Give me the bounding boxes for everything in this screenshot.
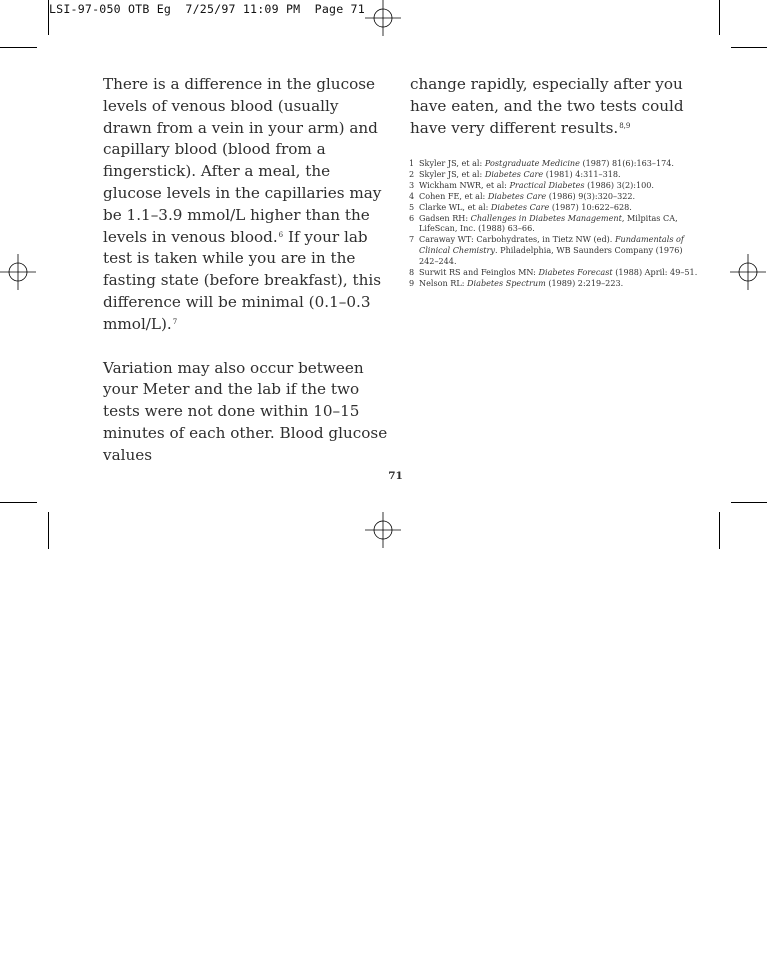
reference-text bbox=[419, 278, 699, 289]
paragraph-text: If your lab test is taken while you are in the fasting state (before breakfast), this difference will be minimal (0.1–0.3 mmol/L). bbox=[103, 227, 382, 333]
registration-mark-right bbox=[730, 254, 766, 290]
reference-number: 1 bbox=[409, 158, 415, 168]
reference-text bbox=[419, 191, 699, 202]
reference-details: (1988) April: 49–51. bbox=[612, 267, 698, 278]
left-column bbox=[103, 74, 388, 467]
paragraph-text: change rapidly, especially after you have eaten, and the two tests could have very different results. bbox=[410, 75, 684, 137]
reference-details: (1987) 10:622–628. bbox=[549, 201, 632, 212]
reference-authors: Clarke WL, et al: bbox=[419, 201, 491, 212]
print-header: LSI-97-050 OTB Eg 7/25/97 11:09 PM Page 71 bbox=[49, 2, 365, 16]
reference-item bbox=[409, 278, 699, 289]
reference-authors: Skyler JS, et al: bbox=[419, 168, 485, 179]
reference-number: 7 bbox=[409, 234, 415, 245]
reference-journal: Challenges in Diabetes Management bbox=[470, 212, 622, 223]
reference-journal: Fundamentals of Clinical Chemistry bbox=[419, 234, 684, 256]
reference-text bbox=[419, 234, 699, 267]
footnote-ref: 7 bbox=[172, 317, 178, 326]
reference-details: (1986) 3(2):100. bbox=[584, 179, 654, 190]
reference-text bbox=[419, 180, 699, 191]
paragraph-text: There is a difference in the glucose levels of venous blood (usually drawn from a vein in your arm) and capillary blood (blood from a fingerstick). After a meal, the glucose levels in the capillaries may be 1.1–3.9 mmol/L higher than the levels in venous blood. bbox=[103, 75, 382, 246]
reference-authors: Surwit RS and Feinglos MN: bbox=[419, 267, 539, 278]
reference-number: 2 bbox=[409, 168, 415, 179]
reference-authors: Wickham NWR, et al: bbox=[419, 179, 510, 190]
reference-details: (1986) 9(3):320–322. bbox=[546, 190, 636, 201]
reference-text bbox=[419, 169, 699, 180]
crop-mark bbox=[731, 47, 767, 48]
crop-mark bbox=[719, 512, 720, 549]
reference-item bbox=[409, 191, 699, 202]
page-number: 71 bbox=[388, 470, 403, 482]
reference-journal: Diabetes Forecast bbox=[538, 267, 613, 278]
reference-item bbox=[409, 213, 699, 235]
reference-number: 6 bbox=[409, 212, 415, 223]
crop-mark bbox=[719, 0, 720, 35]
right-column bbox=[410, 74, 690, 139]
reference-item bbox=[409, 267, 699, 278]
reference-authors: Caraway WT: Carbohydrates, in Tietz NW (ed). bbox=[419, 234, 615, 245]
footnote-ref: 6 bbox=[278, 230, 284, 239]
reference-text bbox=[419, 202, 699, 213]
reference-authors: Nelson RL: bbox=[419, 277, 468, 288]
body-paragraph-2: Variation may also occur between your Meter and the lab if the two tests were not done within 10–15 minutes of each other. Blood glucose values bbox=[103, 358, 388, 464]
reference-item bbox=[409, 158, 699, 169]
registration-mark-top bbox=[365, 0, 401, 36]
reference-details: , Milpitas CA, LifeScan, Inc. (1988) 63–66. bbox=[419, 212, 678, 234]
reference-authors: Skyler JS, et al: bbox=[419, 158, 485, 168]
reference-details: . Philadelphia, WB Saunders Company (1976) 242–244. bbox=[419, 245, 683, 267]
reference-journal: Postgraduate Medicine bbox=[484, 158, 580, 168]
reference-text bbox=[419, 158, 699, 169]
body-paragraph-1 bbox=[103, 74, 388, 336]
crop-mark bbox=[48, 0, 49, 35]
crop-mark bbox=[48, 512, 49, 549]
registration-mark-bottom bbox=[365, 512, 401, 548]
crop-mark bbox=[0, 502, 37, 503]
reference-text bbox=[419, 213, 699, 235]
crop-mark bbox=[0, 47, 37, 48]
reference-item bbox=[409, 169, 699, 180]
reference-journal: Diabetes Care bbox=[490, 201, 550, 212]
reference-journal: Diabetes Spectrum bbox=[467, 277, 546, 288]
reference-journal: Diabetes Care bbox=[484, 168, 544, 179]
reference-text bbox=[419, 267, 699, 278]
footnote-ref: 8,9 bbox=[619, 121, 631, 130]
reference-journal: Diabetes Care bbox=[487, 190, 547, 201]
reference-item bbox=[409, 234, 699, 267]
reference-details: (1981) 4:311–318. bbox=[543, 168, 621, 179]
reference-number: 5 bbox=[409, 201, 415, 212]
body-paragraph-3 bbox=[410, 74, 690, 139]
crop-mark bbox=[731, 502, 767, 503]
reference-list bbox=[409, 158, 699, 289]
reference-item bbox=[409, 202, 699, 213]
reference-item bbox=[409, 180, 699, 191]
reference-details: (1989) 2:219–223. bbox=[545, 277, 624, 288]
reference-journal: Practical Diabetes bbox=[509, 179, 585, 190]
reference-authors: Gadsen RH: bbox=[419, 212, 471, 223]
reference-details: (1987) 81(6):163–174. bbox=[579, 158, 674, 168]
reference-number: 9 bbox=[409, 277, 415, 288]
reference-number: 8 bbox=[409, 267, 415, 278]
reference-authors: Cohen FE, et al: bbox=[419, 190, 488, 201]
registration-mark-left bbox=[0, 254, 36, 290]
reference-number: 3 bbox=[409, 179, 415, 190]
reference-number: 4 bbox=[409, 190, 415, 201]
